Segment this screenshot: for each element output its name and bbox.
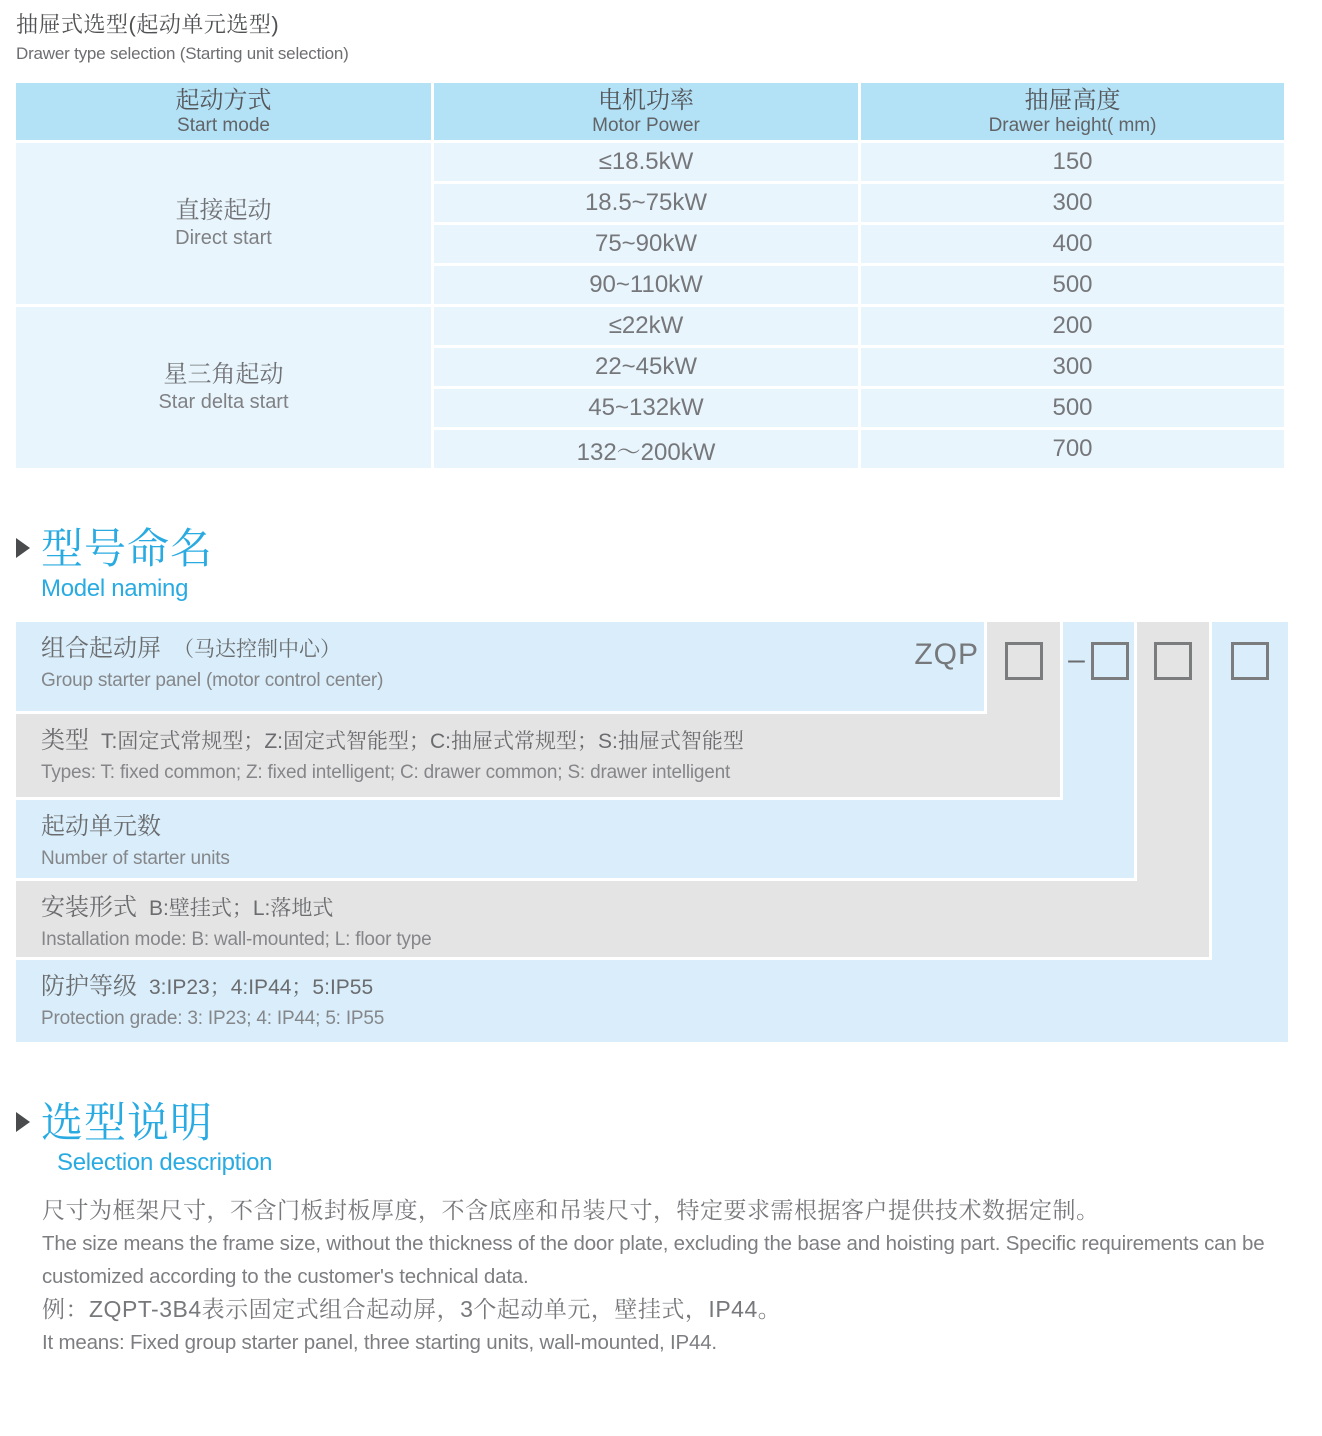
height-cell: 150 (861, 143, 1284, 181)
model-code-box-2 (1091, 642, 1129, 680)
col-header-motor-power (434, 83, 858, 140)
power-cell: 75~90kW (434, 225, 858, 263)
header-en: Motor Power (592, 114, 700, 136)
mode-cell-direct-start (16, 143, 431, 304)
band-label-zh: 起动单元数 (41, 813, 161, 840)
model-code-box-4 (1231, 642, 1269, 680)
model-code-box-1 (1005, 642, 1043, 680)
header-zh: 电机功率 (598, 86, 694, 114)
paragraph-en: It means: Fixed group starter panel, three starting units, wall-mounted, IP44. (42, 1331, 717, 1354)
header-en: Start mode (177, 114, 270, 136)
paragraph-zh: 例：ZQPT-3B4表示固定式组合起动屏，3个起动单元，壁挂式，IP44。 (42, 1296, 782, 1322)
band-label-zh: 组合起动屏 (41, 635, 161, 662)
section-model-naming-heading (16, 526, 1322, 604)
section-title-zh: 选型说明 (41, 1099, 214, 1146)
band-desc-zh: T:固定式常规型；Z:固定式智能型；C:抽屉式常规型；S:抽屉式智能型 (101, 730, 744, 753)
header-zh: 抽屉高度 (1024, 86, 1121, 114)
model-naming-diagram (16, 622, 1288, 1042)
height-cell: 300 (861, 348, 1284, 386)
band-label-zh: 安装形式 (41, 894, 137, 921)
band-group-starter-panel (16, 622, 984, 711)
band-desc-zh: 3:IP23；4:IP44；5:IP55 (149, 976, 374, 999)
height-cell: 400 (861, 225, 1284, 263)
selection-description-text (42, 1194, 1298, 1359)
mode-cell-star-delta-start (16, 307, 431, 468)
power-cell: 45~132kW (434, 389, 858, 427)
drawer-selection-table (16, 83, 1284, 468)
doc-title (16, 10, 1322, 65)
doc-title-zh: 抽屉式选型(起动单元选型) (16, 12, 280, 37)
doc-title-en: Drawer type selection (Starting unit selection) (16, 44, 349, 63)
band-starter-units (16, 800, 1134, 878)
band-en: Installation mode: B: wall-mounted; L: floor type (41, 929, 432, 950)
height-cell: 700 (861, 430, 1284, 468)
paragraph-en: The size means the frame size, without the thickness of the door plate, excluding the base and hoisting part. Specific requirements can be customized according to the customer's technical data. (42, 1232, 1265, 1288)
header-zh: 起动方式 (175, 86, 272, 114)
mode-en: Star delta start (158, 391, 289, 413)
power-cell: 132～200kW (434, 430, 858, 468)
header-en: Drawer height( mm) (988, 114, 1157, 136)
power-cell: 22~45kW (434, 348, 858, 386)
band-en: Number of starter units (41, 848, 230, 869)
section-selection-description-heading (16, 1100, 1322, 1178)
band-en: Types: T: fixed common; Z: fixed intelligent; C: drawer common; S: drawer intelligent (41, 762, 731, 783)
height-cell: 300 (861, 184, 1284, 222)
mode-zh: 星三角起动 (163, 361, 284, 388)
power-cell: 18.5~75kW (434, 184, 858, 222)
model-code-box-3 (1154, 642, 1192, 680)
height-cell: 200 (861, 307, 1284, 345)
section-title-en: Model naming (41, 575, 189, 602)
mode-zh: 直接起动 (175, 197, 272, 224)
band-types (16, 714, 1060, 797)
section-title-zh: 型号命名 (41, 525, 214, 572)
band-label-zh: 类型 (41, 727, 89, 754)
band-protection-grade (16, 960, 1288, 1042)
model-code-prefix: ZQP (914, 638, 979, 671)
band-installation-mode (16, 881, 1209, 957)
col-header-drawer-height (861, 83, 1284, 140)
col-header-start-mode (16, 83, 431, 140)
power-cell: ≤18.5kW (434, 143, 858, 181)
power-cell: 90~110kW (434, 266, 858, 304)
height-cell: 500 (861, 266, 1284, 304)
band-en: Protection grade: 3: IP23; 4: IP44; 5: IP55 (41, 1008, 385, 1029)
band-en: Group starter panel (motor control center) (41, 670, 384, 691)
height-cell: 500 (861, 389, 1284, 427)
mode-en: Direct start (175, 227, 272, 249)
band-label-zh: 防护等级 (41, 973, 137, 1000)
triangle-bullet-icon (16, 538, 30, 558)
section-title-en: Selection description (57, 1149, 273, 1176)
power-cell: ≤22kW (434, 307, 858, 345)
band-desc-zh: （马达控制中心） (173, 638, 341, 661)
triangle-bullet-icon (16, 1112, 30, 1132)
paragraph-zh: 尺寸为框架尺寸，不含门板封板厚度，不含底座和吊装尺寸，特定要求需根据客户提供技术数据定制。 (42, 1197, 1100, 1223)
band-desc-zh: B:壁挂式；L:落地式 (149, 897, 334, 920)
code-dash: – (1068, 643, 1085, 676)
